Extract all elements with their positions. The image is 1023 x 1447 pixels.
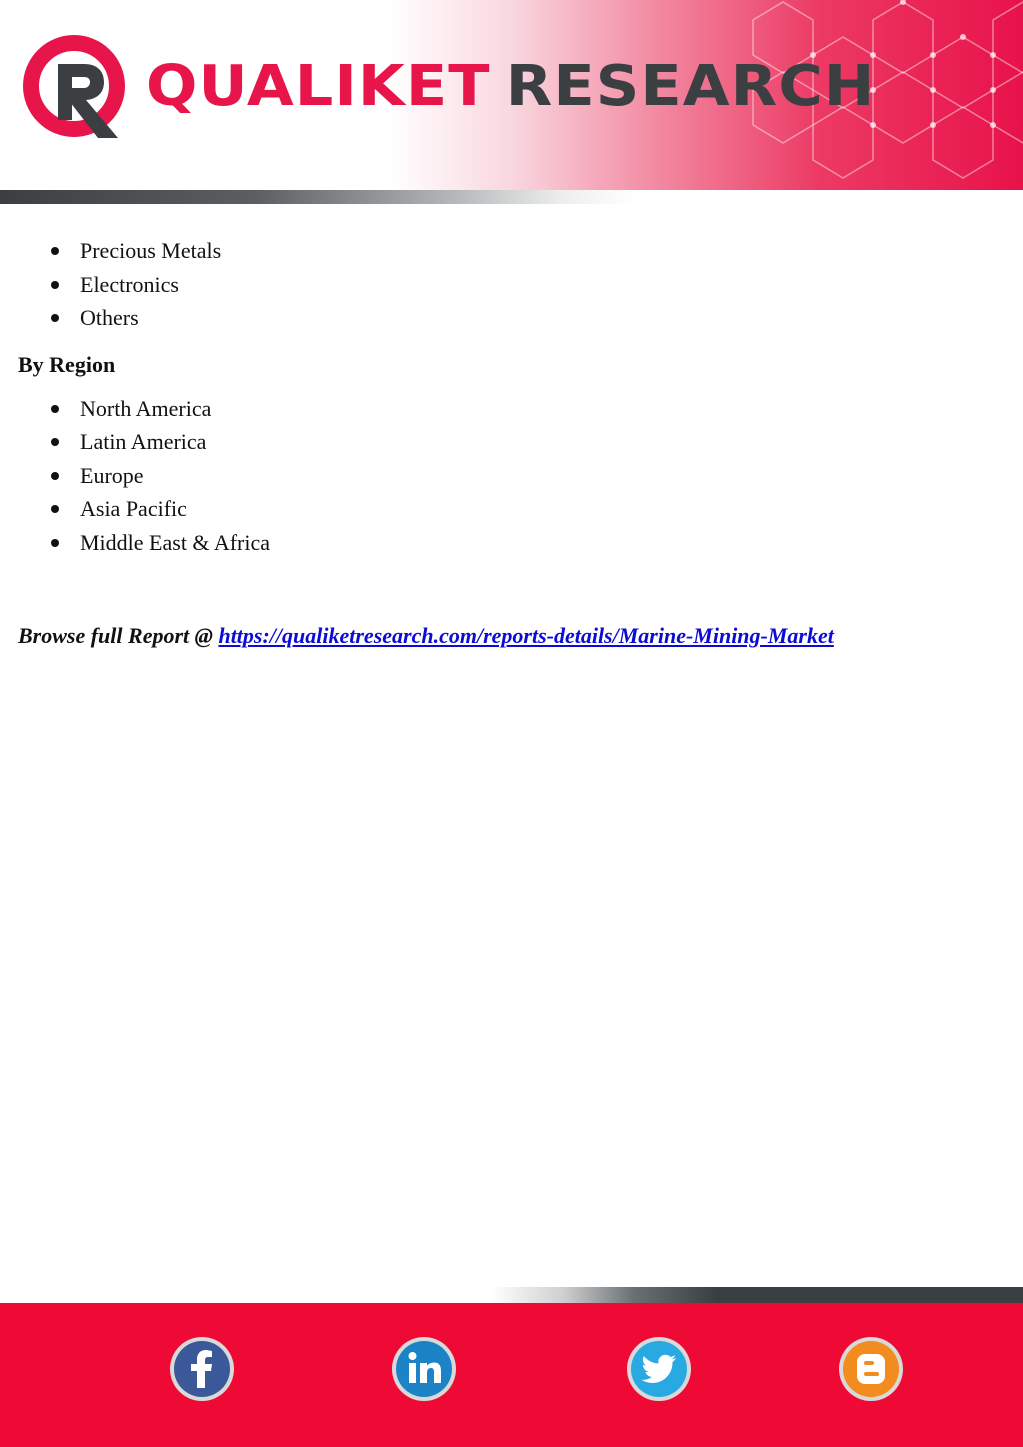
report-link[interactable]: https://qualiketresearch.com/reports-details/Marine-Mining-Market xyxy=(218,623,834,648)
region-heading: By Region xyxy=(18,351,116,377)
logo-word-research: RESEARCH xyxy=(505,53,876,119)
bullet-icon xyxy=(51,438,59,446)
list-item: North America xyxy=(18,392,998,426)
company-logo xyxy=(22,34,876,146)
twitter-icon[interactable] xyxy=(626,1336,692,1402)
list-item: Electronics xyxy=(18,268,998,302)
logo-word-qualiket: QUALIKET xyxy=(146,53,491,119)
bullet-icon xyxy=(51,281,59,289)
qr-logo-icon xyxy=(22,34,134,146)
blogger-icon[interactable] xyxy=(838,1336,904,1402)
list-item: Middle East & Africa xyxy=(18,526,998,560)
browse-report-line xyxy=(18,621,998,651)
list-item: Europe xyxy=(18,459,998,493)
facebook-icon[interactable] xyxy=(169,1336,235,1402)
bullet-icon xyxy=(51,314,59,322)
footer-divider-bar xyxy=(0,1287,1023,1303)
browse-prefix: Browse full Report @ xyxy=(18,623,219,648)
bullet-icon xyxy=(51,405,59,413)
header-divider-bar xyxy=(0,190,1023,204)
document-body xyxy=(18,234,998,651)
page-header xyxy=(0,0,1023,190)
bullet-icon xyxy=(51,505,59,513)
bullet-icon xyxy=(51,539,59,547)
list-item: Precious Metals xyxy=(18,234,998,268)
linkedin-icon[interactable] xyxy=(391,1336,457,1402)
list-item: Latin America xyxy=(18,425,998,459)
list-item: Others xyxy=(18,301,998,335)
applications-list xyxy=(18,234,998,335)
bullet-icon xyxy=(51,472,59,480)
list-item: Asia Pacific xyxy=(18,492,998,526)
logo-wordmark xyxy=(146,54,875,119)
bullet-icon xyxy=(51,247,59,255)
regions-list xyxy=(18,392,998,560)
